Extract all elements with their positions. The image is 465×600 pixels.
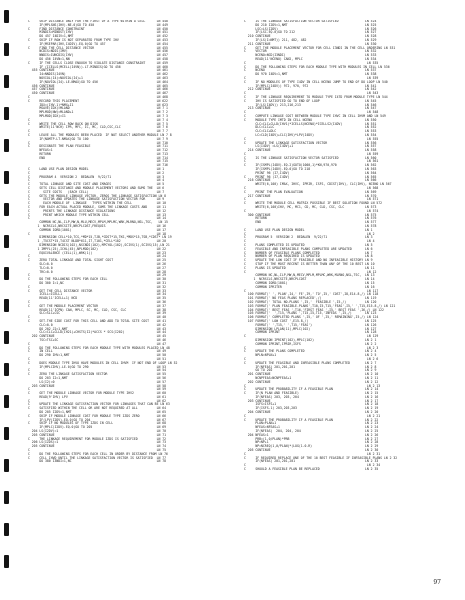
code-listing-right-column bbox=[244, 20, 449, 545]
code-line: ISFS=ISFS+1 LN 2 18 bbox=[244, 402, 379, 407]
code-line: NCDIS=NDIS(IMV) LN 456 bbox=[28, 49, 168, 54]
page-number: 97 bbox=[433, 579, 441, 586]
code-line: IF(NFEAS) 201,201,201 LN 2 8 bbox=[244, 364, 377, 369]
code-line: C VECTOR LN 532 bbox=[244, 49, 377, 54]
code-line: C LN 7 4 bbox=[28, 117, 168, 122]
code-line: 205 CONTINUE LN 71 bbox=[28, 432, 167, 437]
code-line: DO 203 I2=1,NMT LN 56 bbox=[28, 375, 167, 380]
code-line: LS(I4DV) =LS(I4DV)+1 LN 557 bbox=[244, 144, 377, 149]
code-line: C LN 7 7 bbox=[28, 129, 168, 134]
code-line: 204 LS(I2DV)=1 LN 70 bbox=[28, 429, 167, 434]
code-line: DO 380 I3NDI=1,NC LN 78 bbox=[28, 459, 167, 464]
code-line: C LN 2 6 bbox=[244, 356, 379, 361]
code-line: 214 CONTINUE LN 558 bbox=[244, 148, 377, 153]
code-line: IF(LS(I=NMT)) 211, 482, 482 LN 529 bbox=[244, 37, 377, 42]
code-line: C FEASIBLE AND INFEASIBLE PLANS COMPLETED ARE UPDATED LN 6 bbox=[244, 246, 373, 251]
code-line: RETURN LN 576 bbox=[244, 216, 377, 221]
code-line: 210 CONTINUE LN 528 bbox=[244, 34, 377, 39]
code-line: DO 202 J2=1,NMT LN 43 bbox=[28, 326, 167, 331]
binding-mark bbox=[4, 491, 9, 504]
code-line: C LN 54 bbox=[28, 368, 167, 373]
code-line: LS(I2)=0 LN 57 bbox=[28, 379, 167, 384]
code-line: C LN 535 bbox=[244, 60, 379, 65]
code-line: WRITE(6,100) IMAX, IHVC, IPRIR, ISFS, CDIST(IHV), CLC(IHV), NCENO LN 567 bbox=[244, 182, 392, 187]
code-line: SLC=0.0 LN 26 bbox=[28, 262, 167, 266]
code-line: 1 NCRSCLS,NRCSITE,NRCPLCOST,FREQUIS LN 16 bbox=[28, 224, 167, 229]
code-line: C LN 710 bbox=[28, 140, 168, 145]
code-line: 205 CONTINUE LN 2 30 bbox=[244, 448, 379, 453]
code-line: LN 715 bbox=[28, 159, 168, 164]
code-line: C DO THE FOLLOWING STEPS FOR EACH CELL IN ORDER BY DISTANCE FROM LN 76 bbox=[28, 451, 168, 456]
code-line: C IF THE LINKAGE REQUIREMENT TO MODULE TYPE I4TD FROM MODULE TYPE LN 544 bbox=[244, 94, 388, 99]
code-line: 204 CONTINUE LN 2 20 bbox=[244, 410, 379, 415]
code-line: WRITE(11'NCH) IPR, MFC, IC, MC, CLD,CSC,CLC LN 7 6 bbox=[28, 125, 168, 130]
code-line: IF(NOVIOL(I4).LE.NMAX)GO TO 456 LN 464 bbox=[28, 79, 168, 84]
binding-mark bbox=[4, 267, 9, 280]
code-line: C LN 4 bbox=[28, 178, 165, 183]
code-line: COMMON IORD(1001) LN 17 bbox=[28, 227, 167, 232]
binding-mark bbox=[4, 459, 9, 472]
code-line: C IF REQUIRED REPLACE ONE OF THE 10 BEST FEASIBLE IF INFEASIBLE PLANS LN 2 32 bbox=[244, 455, 398, 460]
code-line: IF(MPLC(I2DV).EQ.0)GO TO 205 LN 69 bbox=[28, 425, 167, 430]
code-line: PLAN=PLAN+1 LN 2 23 bbox=[244, 421, 379, 426]
code-line: DO 300 I=1,NC LN 31 bbox=[28, 280, 167, 285]
code-line: 100 FORMAT(' ', PLAN',I4,' FE',I9,' TO',I5,' COST',I8,E14.8,/) LN 118 bbox=[244, 292, 379, 297]
code-line: C WRITE THE MODULE CELL MATRIX POSSIBLE IF BEST SOLUTION FOUND LN 572 bbox=[244, 201, 383, 206]
code-line: 216 CONTINUE LN 566 bbox=[244, 178, 377, 183]
code-line: C SKIP IF MODULE LINKAGE COST FOR MODULE TYPE IZDS ZERO LN 66 bbox=[28, 413, 167, 418]
code-line: 101 FORMAT(' NO FEAS PLANS REPLACED',/) LN 119 bbox=[244, 296, 377, 301]
code-line: 1 IMPYL(25),ICHL(45),NPLMOD(102) LN 22 bbox=[28, 246, 167, 251]
code-line: C FOR EACH ACTUAL PLACED MODULE, SUMS THE LINKAGE COSTS AND LN 11 bbox=[28, 205, 167, 210]
code-line: READ(11'ICPN) CAN, MPLC, SC, MC, CLD, CSC, CLC LN 38 bbox=[28, 307, 167, 312]
code-line: IF(MSEPAR(IHV,I4DIV).EQ.0)GO TO 457 LN 454 bbox=[28, 41, 168, 46]
binding-mark bbox=[4, 10, 9, 23]
code-line: C LN 12 bbox=[244, 269, 377, 274]
code-line: IF(MPLCIHV).LE.0)GO TO 290 LN 53 bbox=[28, 364, 167, 369]
code-line: C GET THE MODULE PLACEMENT VECTOR LN 37 bbox=[28, 303, 167, 308]
code-line: C SKIP DISTANCE ONLY FOR THE FIRST OF A TYPE WITHIN A CELL LN 448 bbox=[28, 20, 168, 23]
code-line: C LN 543 bbox=[244, 91, 379, 96]
code-line: C VECTOR AND UPDATES THE LINKAGE SATISFACTION VECTOR FOR LN 9 bbox=[28, 197, 165, 202]
code-line: C LN 548 bbox=[244, 110, 379, 115]
code-line: C WRITE THE CELL ROW BACK ON DISK LN 7 5 bbox=[28, 121, 168, 126]
code-line: 300 CONTINUE LN 575 bbox=[244, 212, 377, 217]
code-line: C IHV IS SATISFIED GO TO END OF LOOP LN 545 bbox=[244, 98, 377, 103]
code-line: C PLANS COMPLETED IS UPDATED LN 5 bbox=[244, 243, 373, 248]
code-line: COMMON NC,NL,ILP,MW,N,MLU,MECV,MPLM,MPLMC,WRK,MLRNO,NSL,TSC, LN 15 bbox=[28, 220, 168, 225]
code-line: CLC=0.0 LN 42 bbox=[28, 322, 167, 327]
code-line: C IF(N PLAN AND FEASIBLE) LN 2 15 bbox=[244, 391, 379, 396]
code-line: C PRINT WHICH MODULE TYPE WITHIN CELL LN 13 bbox=[28, 212, 167, 217]
code-line: C LN 75 bbox=[28, 448, 167, 453]
code-line: CLC=CLC+DLC LN 553 bbox=[244, 129, 377, 134]
code-line: IF(NFEAS) 203, 203, 204 LN 2 16 bbox=[244, 394, 379, 399]
code-line: COMMON IPRINT,IPRIR,ISFS LN 2 2 bbox=[244, 341, 377, 346]
code-line: GO TO 202 LN 2 9 bbox=[244, 368, 377, 373]
code-line: 206 LS(IZDS)=1 LN 73 bbox=[28, 440, 167, 445]
code-line: C LN 29 bbox=[28, 273, 167, 278]
code-line: C GET THE MODULE PLACEMENT VECTOR FOR CELL I3NDI IN THE CELL ORDERING LN 531 bbox=[244, 45, 396, 50]
code-line: C LN 2 bbox=[28, 170, 165, 175]
code-line: C IF THE CELLS CLOSE ENOUGH TO VIOLATE DISTANCE CONSTRAINT LN 459 bbox=[28, 60, 168, 65]
code-line: C UPDATE THE PROBABILITY IF A FEASIBLE PLAN LN 2 14 bbox=[244, 387, 379, 392]
code-line: C RECORD THIS PLACEMENT LN 622 bbox=[28, 98, 168, 103]
code-line: C PROGRAM 5 VERSION 2 BEDALEN 9/22/71 LN 3 bbox=[244, 235, 373, 240]
binding-mark bbox=[4, 523, 9, 536]
code-line: PRINT 96 (I7,I4DV) LN 564 bbox=[244, 170, 377, 175]
code-line: PRB=(1.0/PLAN)*PRB LN 2 27 bbox=[244, 436, 379, 441]
binding-mark bbox=[4, 139, 9, 152]
code-line: 205 CONTINUE LN 74 bbox=[28, 444, 167, 449]
code-line: C THE LINKAGE REQUIREMENT FOR MODULE IZDS IS SATISFIED LN 72 bbox=[28, 436, 167, 441]
code-line: DO 210 I2DV=1,NMT LN 525 bbox=[244, 22, 377, 27]
code-line: DIMENSION IPRINT(102),MPLC(102) LN 2 1 bbox=[244, 337, 377, 342]
code-line: NCNPFEAS=NCNPFEAS+1 LN 2 11 bbox=[244, 375, 379, 380]
code-line: 107 FORMAT(' LOW COST ',E15.8,/) LN 125 bbox=[244, 318, 377, 323]
code-line: C DO THE FOLLOWING STEPS FOR EACH MODULE TYPE WITH MODULES PLACED LN 48 bbox=[28, 345, 170, 350]
code-line: I4=NNDIS(I4VN) LN 462 bbox=[28, 72, 168, 77]
code-line: CLC=CLC+CLLD(IHV1)*ICELLS(NCENO)*ICELLS2(I4DV) LN 551 bbox=[244, 121, 377, 126]
code-line: C SITE COSTS (EACH CELL) LN 7 bbox=[28, 189, 165, 194]
code-line: READ(11'NCENO) CAN2, MPLC LN 534 bbox=[244, 56, 377, 61]
code-line: READ(11'ICELL+1) NCD LN 35 bbox=[28, 296, 167, 301]
binding-mark bbox=[4, 235, 9, 248]
code-line: C LN 555 bbox=[244, 136, 379, 141]
code-line: MINDIS=MINDST(IHV) LN 451 bbox=[28, 30, 168, 35]
code-line: C DO THE FOLLOWING STEPS FOR EACH CELL LN 30 bbox=[28, 277, 167, 282]
code-line: WRITE(6,100)IHV, MC, MC1, CD, MC, CLD, CSC, CLC LN 573 bbox=[244, 205, 377, 210]
code-line: DO 290 IHV=1,NMT LN 50 bbox=[28, 353, 167, 358]
code-line: C LN 47 bbox=[28, 341, 167, 346]
code-line: COMMON IORD(1001) LN 15 bbox=[244, 280, 375, 285]
code-line: C NCENO LN 537 bbox=[244, 68, 377, 73]
code-line: C PRINT THE PLAN EVALUATION LN 569 bbox=[244, 189, 377, 194]
code-line: COMMON IPRITER LN 16 bbox=[244, 284, 375, 289]
code-line: 203 CONTINUE LN 2 17 bbox=[244, 398, 379, 403]
code-line: C GETS THE MODULE LINKAGE VECTOR, ZEROS THE LINKAGE SATISFACTION LN 8 bbox=[28, 193, 167, 198]
code-line: TRC=0.0 LN 28 bbox=[28, 269, 167, 274]
code-line: C NUMBER OF PLAN REQUIRED IS UPDATED LN 8 bbox=[244, 254, 373, 259]
code-line: C COMPUTE LINKAGE COST BETWEEN MODULE TYPE IHVC IN CELL IHVM AND LN 549 bbox=[244, 113, 386, 118]
binding-mark bbox=[4, 299, 9, 312]
code-line: C SET-THE SIDE COST FOR THIS CELL AND ADD TO TOTAL SITE COST LN 41 bbox=[28, 318, 167, 323]
code-line: C SKIP IF ROW IS NOT SEPARATED FROM TYPE IHV LN 453 bbox=[28, 37, 168, 42]
code-line: C LN 571 bbox=[244, 197, 379, 202]
code-line: C STOP IF THE MOST RECENT IS BETTER THAN ANY OF THE 10 BEST LN 10 bbox=[244, 262, 375, 266]
code-line: C SKIP IF NO MODULES OF TYPE IZDS IN CELL LN 68 bbox=[28, 421, 167, 426]
code-line: C LN 2 13 bbox=[244, 383, 381, 388]
code-line: C DOES MODULE TYPE IHVO HAVE MODULES IN CELL IHVM IF NOT END OF LOOP LN 52 bbox=[28, 360, 178, 365]
code-line: C LN 2 34 bbox=[244, 463, 381, 468]
code-line: 211 CONTINUE LN 530 bbox=[244, 41, 377, 46]
code-line: NFEAS=NFEAS+1 LN 2 24 bbox=[244, 425, 379, 430]
code-line: C LN 36 bbox=[28, 299, 167, 304]
code-line: C SHOULD A FEASIBLE PLAN BE REPLACED LN 2 35 bbox=[244, 467, 379, 472]
binding-mark bbox=[4, 75, 9, 88]
code-line: IF(LPV(I2DV).EQ.0)GO TO 204 LN 67 bbox=[28, 417, 167, 422]
code-line: 212 CONTINUE LN 542 bbox=[244, 87, 377, 92]
binding-marks bbox=[4, 10, 10, 590]
code-line: 202 CONTINUE LN 2 12 bbox=[244, 379, 379, 384]
code-line: C UPDATE THE LINKAGE SATISFACTION VECTOR FOR LINKAGES THAT CAN BE LN 63 bbox=[28, 402, 170, 407]
code-line: C LN 32 bbox=[28, 284, 167, 289]
code-line: C UPDATE THE PLANS COMPLETED LN 2 4 bbox=[244, 349, 377, 354]
code-line: END LN 577 bbox=[244, 220, 377, 225]
code-line: LC=CLD(I4DV)+CLC(IHV)*LPV(I4DV) LN 554 bbox=[244, 132, 377, 137]
code-line: IF(NFEAS) 204, 204, 204 LN 2 25 bbox=[244, 429, 379, 434]
code-line: COMMON NC,NL,ILP,MW,N,MECV,MPLM,MPLMC,WRK,MLRNO,NSL,TSC, LN 13 bbox=[244, 273, 375, 278]
code-line: DIMENSION NCDIS(102),NSCNDI(102),MPCYOL(102),SCIVS(1),SCIVS(15),LN 21 bbox=[28, 243, 170, 248]
code-line: C FIND DISTANCE CONSTRAINT LN 450 bbox=[28, 26, 168, 31]
binding-mark bbox=[4, 331, 9, 344]
code-line: IF(NOMTP.LT.NMAX)GO TO 100 LN 7 9 bbox=[28, 136, 168, 141]
code-line: C SETS CELL DISTANCE AND MODULE PLACEMENT VECTORS AND SUMS THE LN 6 bbox=[28, 186, 165, 191]
code-line: C IF NO MODULES OF TYPE I4DV IN CELL NCENO JUMP TO END OF DO LOOP LN 540 bbox=[244, 79, 388, 84]
code-line: C PROGRAM 4 VERSION 2 BEDALEN 9/22/71 LN 3 bbox=[28, 174, 165, 179]
code-line: 1 NCRSCLS,NRCSITE,NRCPLCOST LN 14 bbox=[244, 277, 375, 282]
code-line: C LN 2 21 bbox=[244, 413, 381, 418]
code-line: C NUMBER OF FEASIBLE PLANS COMPLETED LN 7 bbox=[244, 250, 373, 255]
code-line: IDX=(IHV-1)*NMX+I1 LN 623 bbox=[28, 102, 168, 107]
code-line: IF(MPLC(I4DV)) 972, 970, 972 LN 541 bbox=[244, 83, 377, 88]
code-line: IF(LSC.EQ.0)GO TO 212 LN 527 bbox=[244, 30, 377, 35]
code-line: C IF(ISMPL(I4DV).EQ.2)GOTO(1000,1)*KN,970,970 LN 562 bbox=[244, 163, 377, 168]
code-line: 105 FORMAT(' ',T15,'PLANS ',T15,I5,T15,'INFEAS ',I5,/) LN 123 bbox=[244, 311, 377, 316]
code-line: IF(ISFS-1) 203,203,203 LN 2 19 bbox=[244, 406, 379, 411]
code-line: C LEAVE ALL THE MODULES BEEN PLACED IF NOT SELECT ANOTHER MODULE LN 7 8 bbox=[28, 132, 172, 137]
code-line: EQUIVALENCE (CELL(1),WRK(1)) LN 23 bbox=[28, 250, 167, 255]
code-line: C EACH MODULE OF LINKAGE TYPES WITHIN THE CELL LN 10 bbox=[28, 201, 167, 206]
code-line: C LN 129 bbox=[244, 334, 379, 339]
code-line: C CELL IHVD UNTIL THE LINKAGE SATISFACTION VECTOR IS SATISFIED LN 77 bbox=[28, 455, 167, 460]
code-line: C LN 18 bbox=[28, 231, 167, 236]
code-line: IF(MPLSNS(IHV).NE.0)GO TO 450 LN 449 bbox=[28, 22, 168, 27]
code-line: C PRINTS THE LINKAGE DISTANCE VIOLATIONS LN 12 bbox=[28, 208, 167, 213]
code-line: DO 970 I4DV=1,NMT LN 538 bbox=[244, 72, 377, 77]
code-line: LSC=LS(I2DV) LN 526 bbox=[244, 26, 377, 31]
code-line: C LN 59 bbox=[28, 387, 167, 392]
binding-mark bbox=[4, 171, 9, 184]
code-line: SLC=SLC+CSC LN 39 bbox=[28, 311, 167, 316]
code-line: 102 FORMAT(' TOTAL NO.PLANS ',I5,' FEASIBLE ',I5,/) LN 120 bbox=[244, 299, 377, 304]
code-line: C LN 2 31 bbox=[244, 451, 381, 456]
code-line: C LN 40 bbox=[28, 315, 167, 320]
binding-mark bbox=[4, 555, 9, 568]
code-listing-left-column bbox=[28, 20, 233, 582]
code-line: C LN 539 bbox=[244, 75, 379, 80]
code-line: C UPDATE THE LINKAGE SATISFACTION VECTOR LN 556 bbox=[244, 140, 377, 145]
code-line: C FIND THE CELL DISTANCE VECTOR LN 455 bbox=[28, 45, 168, 50]
code-line: DIMENSION LPLAN(11),MPLC(102) LN 127 bbox=[244, 326, 377, 331]
code-line: NFEAS=1 LN 712 bbox=[28, 148, 168, 153]
code-line: DIMENSION CELL*10,TCS,*MD*15,TJB,*CDST*15,TKS,*MDS*15,TSB,*CDST* LN 19 bbox=[28, 235, 172, 240]
code-line: C LN 559 bbox=[244, 151, 379, 156]
binding-mark bbox=[4, 203, 9, 216]
code-line: MPLMOD(NW)=MLAND+1 LN 7 2 bbox=[28, 110, 168, 115]
code-line: TLC=0.0 LN 27 bbox=[28, 265, 167, 270]
code-line: C ZERO TOTAL LINKAGE AND TOTAL SIGHT COST LN 25 bbox=[28, 258, 167, 263]
code-line: C GET THE MODULE LINKAGE VECTOR FOR MODULE TYPE IHV2 LN 60 bbox=[28, 391, 167, 396]
code-line: NCENO=NCD(I3NDI) LN 533 bbox=[244, 53, 377, 58]
code-line: 204 NFEAS=1 LN 2 26 bbox=[244, 432, 379, 437]
code-line: C LN 24 bbox=[28, 254, 167, 259]
binding-mark bbox=[4, 427, 9, 440]
code-line: C UPDATE THE LOW COST IF FEASIBLE AND NO INFEASIBLE HISTORY LN 9 bbox=[244, 258, 373, 263]
code-line: IF(ISMPL(I4DV).EQ.0)GO TO 218 LN 563 bbox=[244, 167, 377, 172]
code-line: CLC=CLC+CLLD(IH21)+CHSTS(I2)*ACCS * SCS(I202) LN 44 bbox=[28, 330, 167, 335]
code-line: LN 716 bbox=[28, 163, 168, 168]
code-line: DO 456 I4VN=1,NN LN 458 bbox=[28, 56, 168, 61]
binding-mark bbox=[4, 43, 9, 56]
code-line: C UPDATE THE PROBABILITY IF A FEASIBLE PLAN LN 2 22 bbox=[244, 417, 379, 422]
code-line: C LN 2 bbox=[244, 231, 375, 236]
code-line: 106 FORMAT(' COMPLETED PLANS ',I5,' OF ',I5,' REMAINING',I5,/) LN 124 bbox=[244, 315, 379, 320]
code-line: COMMON IPRINT LN 128 bbox=[244, 330, 377, 335]
code-line: IF(LS(I4DV)) 213,216,213 LN 546 bbox=[244, 102, 377, 107]
code-line: TSC=TSC+SC LN 46 bbox=[28, 337, 167, 342]
code-line: MSAVE(IDX)=MLAND LN 7 1 bbox=[28, 106, 168, 111]
code-line: IF(NFEAS) 201,201,201 LN 2 33 bbox=[244, 459, 379, 464]
code-line: C LN 62 bbox=[28, 398, 167, 403]
code-line: C IS THE LINKAGE SATISFACTION VECTOR SATISFIED LN 524 bbox=[244, 20, 377, 23]
code-line: LN 578 bbox=[244, 224, 377, 229]
binding-mark bbox=[4, 107, 9, 120]
code-line: C UPDATE THE FEASIBLE AND INFEASIBLE PLANS COMPLETED LN 2 7 bbox=[244, 360, 377, 365]
code-line: C IN CELL LN 49 bbox=[28, 349, 167, 354]
code-line: 103 FORMAT(' PLAN FEASIBLE-PLANS',T10,I5,T15,'FEAS',I5,' ',T15,E15.8,/) LN 121 bbox=[244, 303, 396, 308]
code-line: C LN 51 bbox=[28, 356, 167, 361]
code-line: 455 CONTINUE LN 461 bbox=[28, 68, 168, 73]
code-line: C MODULE TYPE IMTD IN CELL NCENO LN 550 bbox=[244, 117, 377, 122]
code-line: NPLN=NPLN+1 LN 2 5 bbox=[244, 353, 377, 358]
code-line: ICELL=ICELL1 LN 34 bbox=[28, 292, 167, 297]
code-line: DLC=CLC+LC LN 552 bbox=[244, 125, 377, 130]
code-line: 202 CONTINUE LN 45 bbox=[28, 334, 167, 339]
code-line: NOVIOL(I4)=NOVIOL(I4)+1 LN 463 bbox=[28, 75, 168, 80]
code-line: C LN 574 bbox=[244, 208, 379, 213]
code-line: C LAND USE PLAN DESIGN MODEL LN 1 bbox=[244, 227, 373, 232]
code-line: 456 CONTINUE LN 465 bbox=[28, 83, 168, 88]
code-line: C DESIGNATE THE PLAN FEASIBLE LN 711 bbox=[28, 144, 168, 149]
code-line: C LN 468 bbox=[28, 94, 168, 99]
code-line: DO 205 I2DV=1,NMT LN 65 bbox=[28, 410, 167, 415]
code-line: C ZERO THE LINKAGE SATISFACTION VECTOR LN 55 bbox=[28, 372, 167, 377]
code-line: DO 457 I4DIV=1,NMT LN 452 bbox=[28, 34, 168, 39]
binding-mark bbox=[4, 363, 9, 376]
code-line: MPLMOD(IDX)=I1 LN 7 3 bbox=[28, 113, 168, 118]
code-line: C LN 4 bbox=[244, 239, 375, 244]
code-line: 457 CONTINUE LN 466 bbox=[28, 87, 168, 92]
binding-mark bbox=[4, 395, 9, 408]
code-line: C LN 117 bbox=[244, 288, 379, 293]
code-line: 217 CONTINUE LN 570 bbox=[244, 193, 377, 198]
code-line: READ(9'IHV) LPV LN 61 bbox=[28, 394, 167, 399]
code-line: C DO THE FOLLOWING STEPS FOR EACH MODULE TYPE WITH MODULES IN CELL LN 536 bbox=[244, 64, 390, 69]
code-line: 213 CONTINUE LN 547 bbox=[244, 106, 377, 111]
code-line: C LAND USE PLAN DESIGN MODEL LN 1 bbox=[28, 167, 165, 172]
code-line: IF (ICELLS(MCELL(I4VN)).LT.MINDIS)GO TO 456 LN 460 bbox=[28, 64, 168, 69]
code-line: C GET THE CELL DISTANCE VECTOR LN 33 bbox=[28, 288, 167, 293]
code-line: NP=NP+1 LN 2 28 bbox=[244, 440, 379, 445]
code-line: C SATISFIED WITHIN THE CELL OR ARE NOT REQUIRED AT ALL LN 64 bbox=[28, 406, 167, 411]
code-line: RETURN LN 713 bbox=[28, 151, 168, 156]
code-line: C LN 568 bbox=[244, 186, 379, 191]
code-line: C TOTAL LINKAGE AND SITE COST AND IMAGES LN 5 bbox=[28, 182, 165, 187]
code-line: 201 CONTINUE LN 2 10 bbox=[244, 372, 379, 377]
code-line: 450 CONTINUE LN 467 bbox=[28, 91, 168, 96]
code-line: C LN 14 bbox=[28, 216, 167, 221]
code-line: C LN 561 bbox=[244, 159, 379, 164]
code-line: NNDIS=IUNCDIS(IHV) LN 457 bbox=[28, 53, 168, 58]
code-line: C LN 2 3 bbox=[244, 345, 379, 350]
code-line: C PRINT 96 (I7,I4DV) LN 565 bbox=[244, 174, 377, 179]
code-line: 104 FORMAT(' BEST FEAS ',T16,'FIRST FEAS ',I5,' BEST FEAS ',I6,/) LN 122 bbox=[244, 307, 384, 312]
code-line: END LN 714 bbox=[28, 155, 168, 160]
code-line: FORMAT(' ',T15,' ',T15,'FEAS') LN 126 bbox=[244, 322, 377, 327]
code-line: C IS THE LINKAGE SATISFACTION VECTOR SATISFIED LN 560 bbox=[244, 155, 377, 160]
code-line: NP=NCREQ(1,0/PLAN)*(LOG(1.0-R) LN 2 29 bbox=[244, 444, 379, 449]
code-line: 203 CONTINUE LN 58 bbox=[28, 383, 167, 388]
code-line: 1 ,T5CST*15,T4CST NLDB*611,I7,T101,*CELL*102 LN 20 bbox=[28, 239, 167, 244]
code-line: C PLANS IS UPDATED LN 11 bbox=[244, 265, 375, 270]
